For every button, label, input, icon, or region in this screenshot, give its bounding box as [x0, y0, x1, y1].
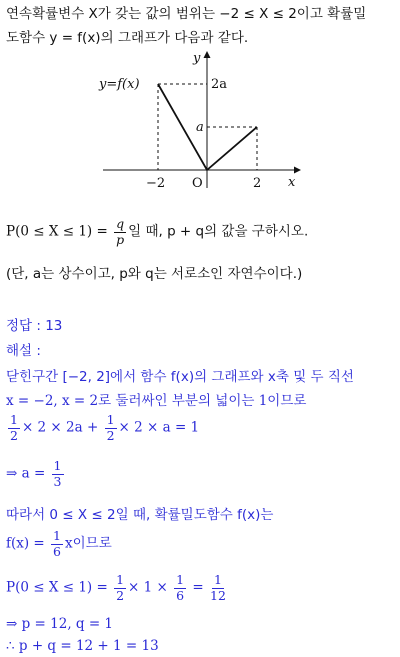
frac-den: 3	[53, 473, 62, 489]
fraction-den-p: p	[116, 231, 125, 247]
label-2a: 2a	[211, 77, 228, 92]
frac-one-sixth-2	[174, 574, 186, 602]
frac-den: 6	[53, 543, 61, 559]
solution-line-3	[6, 414, 199, 442]
answer-line: 정답 : 13	[6, 318, 63, 334]
problem-line-1: 연속확률변수 X가 갖는 값의 범위는 −2 ≤ X ≤ 2이고 확률밀	[6, 6, 367, 22]
question-line	[6, 218, 308, 246]
frac-num: 1	[213, 572, 222, 587]
x-axis-label: x	[288, 175, 296, 190]
expr-x-ieuro: x이므로	[65, 535, 112, 552]
frac-one-twelfth	[210, 574, 226, 602]
tick-neg2: −2	[146, 176, 166, 191]
solution-line-7	[6, 574, 228, 602]
frac-half-2	[105, 414, 117, 442]
fraction-num-q: q	[116, 216, 125, 231]
condition-line: (단, a는 상수이고, p와 q는 서로소인 자연수이다.)	[6, 266, 303, 282]
frac-num: 1	[10, 412, 18, 427]
frac-num: 1	[176, 572, 185, 587]
tick-2: 2	[253, 176, 262, 191]
solution-line-8: ⇒ p = 12, q = 1	[6, 616, 114, 632]
expr-a-equals: ⇒ a =	[6, 465, 50, 482]
question-lhs: P(0 ≤ X ≤ 1) =	[6, 223, 113, 240]
frac-half-1	[8, 414, 20, 442]
expr-part-2: × 2 × a = 1	[118, 419, 200, 436]
solution-line-9: ∴ p + q = 12 + 1 = 13	[6, 638, 159, 654]
frac-one-third	[52, 460, 64, 488]
solution-line-5: 따라서 0 ≤ X ≤ 2일 때, 확률밀도함수 f(x)는	[6, 507, 274, 523]
frac-half-3	[114, 574, 126, 602]
expr-times: × 1 ×	[128, 579, 173, 596]
question-rest: 일 때, p + q의 값을 구하시오.	[128, 223, 309, 240]
solution-line-2: x = −2, x = 2로 둘러싸인 부분의 넓이는 1이므로	[6, 393, 307, 409]
frac-den: 2	[116, 587, 125, 603]
pdf-graph	[95, 48, 310, 193]
expr-fx: f(x) =	[6, 535, 50, 552]
question-fraction	[114, 218, 126, 246]
frac-num: 1	[106, 412, 115, 427]
curve-label: y=f(x)	[99, 77, 140, 92]
problem-line-2: 도함수 y = f(x)의 그래프가 다음과 같다.	[6, 30, 249, 46]
y-axis-label: y	[193, 51, 201, 66]
frac-den: 2	[10, 427, 18, 443]
origin-label: O	[192, 176, 203, 191]
expr-equals: =	[188, 579, 208, 596]
solution-heading: 해설 :	[6, 343, 41, 359]
frac-num: 1	[53, 458, 62, 473]
frac-num: 1	[116, 572, 125, 587]
solution-line-4	[6, 460, 66, 488]
frac-den: 12	[210, 587, 226, 603]
solution-line-1: 닫힌구간 [−2, 2]에서 함수 f(x)의 그래프와 x축 및 두 직선	[6, 369, 354, 385]
label-a: a	[196, 120, 204, 135]
expr-part-1: × 2 × 2a +	[21, 419, 103, 436]
frac-num: 1	[53, 528, 61, 543]
expr-prob: P(0 ≤ X ≤ 1) =	[6, 579, 113, 596]
solution-line-6	[6, 530, 112, 558]
frac-one-sixth	[51, 530, 63, 558]
frac-den: 2	[106, 427, 115, 443]
frac-den: 6	[176, 587, 185, 603]
